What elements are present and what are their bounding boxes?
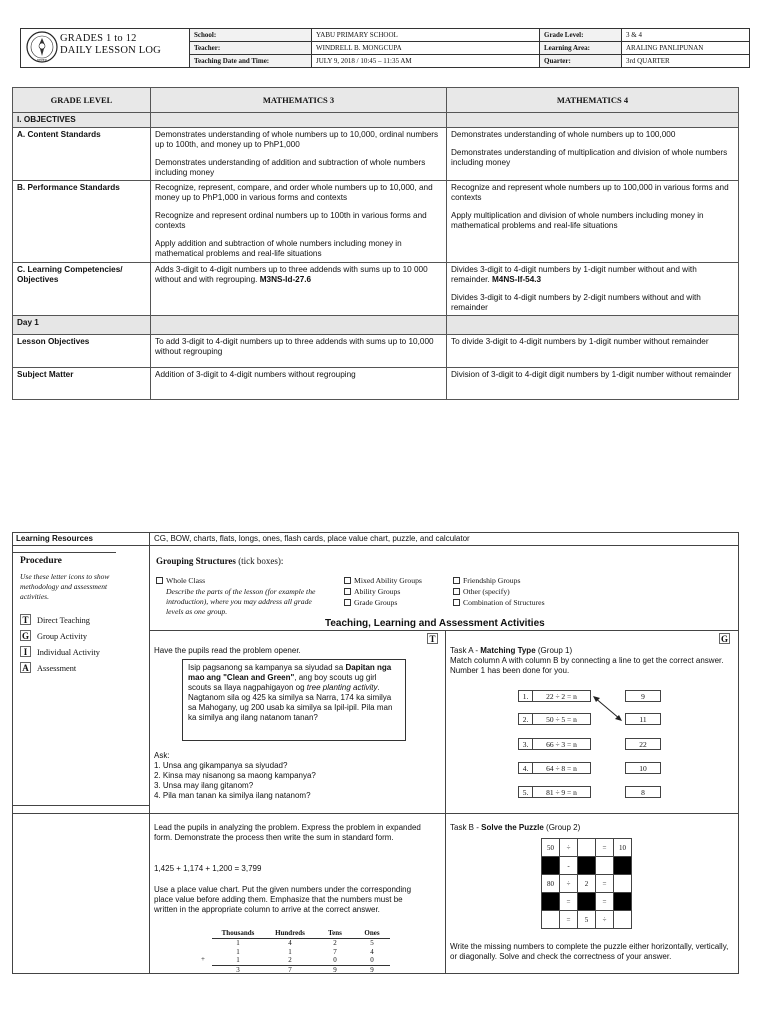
- checkbox-icon: [453, 599, 460, 606]
- matching-column-a: 2. 50 ÷ 5 = n: [518, 713, 591, 725]
- checkbox-icon: [156, 577, 163, 584]
- checkbox-ability-groups[interactable]: Ability Groups: [344, 587, 400, 597]
- group-activity-icon: G: [720, 634, 728, 644]
- resources-text: CG, BOW, charts, flats, longs, ones, flash cards, place value chart, puzzle, and calculator: [154, 534, 470, 543]
- log-title: GRADES 1 to 12 DAILY LESSON LOG: [60, 33, 161, 56]
- connecting-arrow-icon: [590, 694, 626, 724]
- number-puzzle: 50 ÷ = 10 - 80 ÷ 2 = = = = 5 ÷: [541, 838, 632, 929]
- checkbox-icon: [344, 588, 351, 595]
- task-b: Task B - Solve the Puzzle (Group 2): [450, 823, 581, 832]
- grouping-title: Grouping Structures (tick boxes):: [156, 556, 284, 566]
- problem-opener-box: Isip pagsanong sa kampanya sa siyudad sa Dapitan nga mao ang "Clean and Green", ang boy scouts ug girl scouts sa Ilaya nagpahigayon og tree planting activity. Nagtanom sila og 425 ka similya sa Narra, 174 ka similya sa Mahogany, ug 200 usab ka similya sa Ipil-ipil. Pila man ka similya ang ilang natanom tanan?: [182, 659, 406, 741]
- procedure-note: Use these letter icons to show methodology and assessment activities.: [20, 572, 110, 601]
- checkbox-other[interactable]: Other (specify): [453, 587, 510, 597]
- matching-column-b: 11: [625, 713, 661, 725]
- divider: [149, 532, 150, 974]
- m3-intro: Have the pupils read the problem opener.: [154, 646, 301, 655]
- checkbox-mixed-ability[interactable]: Mixed Ability Groups: [344, 576, 422, 586]
- questions: Ask: 1. Unsa ang gikampanya sa siyudad? 2. Kinsa may nisanong sa maong kampanya? 3. Unsa may ilang gitanom? 4. Pila man tanan ka similya ilang natanom?: [154, 751, 316, 800]
- matching-column-b: 8: [625, 786, 661, 798]
- divider: [12, 552, 116, 553]
- direct-teaching-icon: T: [20, 614, 31, 625]
- checkbox-icon: [344, 577, 351, 584]
- svg-text:DEPED: DEPED: [36, 58, 48, 62]
- tla-title: Teaching, Learning and Assessment Activities: [325, 618, 545, 629]
- checkbox-whole-class[interactable]: Whole Class: [156, 576, 205, 586]
- checkbox-icon: [344, 599, 351, 606]
- m3-place-value: Use a place value chart. Put the given numbers under the corresponding place value before adding them. Emphasize that the numbers must be written in the appropriate column to arrive at the correct answer.: [154, 885, 412, 914]
- matching-column-b: 9: [625, 690, 661, 702]
- resources-label: Learning Resources: [16, 534, 93, 543]
- matching-column-a: 1. 22 ÷ 2 = n: [518, 690, 591, 702]
- grouping-description: Describe the parts of the lesson (for example the introduction), where you may address all grade levels as one group.: [166, 587, 316, 616]
- individual-activity-icon: I: [20, 646, 31, 657]
- checkbox-icon: [453, 588, 460, 595]
- matching-column-b: 10: [625, 762, 661, 774]
- matching-column-a: 4. 64 ÷ 8 = n: [518, 762, 591, 774]
- equation: 1,425 + 1,174 + 1,200 = 3,799: [154, 864, 262, 873]
- school-info-table: School: YABU PRIMARY SCHOOL Grade Level: 3 & 4 Teacher: WINDRELL B. MONGCUPA Learning Area: ARALING PANLIPUNAN Teaching Date and Time: JULY 9, 2018 / 10:45 – 11:35 AM Quarter: 3rd QUARTER: [189, 28, 750, 68]
- divider: [445, 630, 446, 974]
- checkbox-combination[interactable]: Combination of Structures: [453, 598, 545, 608]
- assessment-icon: A: [20, 662, 31, 673]
- task-a: Task A - Matching Type (Group 1) Match column A with column B by connecting a line to get the correct answer. Number 1 has been done for you.: [450, 646, 724, 675]
- objectives-table: GRADE LEVEL MATHEMATICS 3 MATHEMATICS 4 I. OBJECTIVES A. Content Standards Demonstrates understanding of whole numbers up to 10,000, ordinal numbers up to 100th, and money up to PhP1,000 Demonstrates understanding of addition and subtraction of whole numbers including money Demonstrates understanding of whole numbers up to 100,000 Demonstrates understanding of multiplication and division of whole numbers including money B. Performance Standards Recognize, represent, compare, and order whole numbers up to 10,000, and money up to PhP1,000 in various forms and contexts Recognize and represent ordinal numbers up to 100th in various forms and contexts Apply addition and subtraction of whole numbers including money in mathematical problems and real-life situations Recognize and represent whole numbers up to 100,000 in various forms and contexts Apply multiplication and division of whole numbers including money in mathematical problems and real-life situations C. Learning Competencies/ Objectives Adds 3-digit to 4-digit numbers up to three addends with sums up to 10 000 without and with regrouping. M3NS-Id-27.6 Divides 3-digit to 4-digit numbers by 1-digit number without and with remainder. M4NS-If-54.3 Divides 3-digit to 4-digit numbers by 2-digit numbers without and with remainder Day 1 Lesson Objectives To add 3-digit to 4-digit numbers up to three addends with sums up to 10,000 without regrouping To divide 3-digit to 4-digit numbers by 1-digit number without remainder Subject Matter Addition of 3-digit to 4-digit numbers without regrouping Division of 3-digit to 4-digit digit numbers by 1-digit number without remainder: [12, 87, 739, 400]
- matching-column-a: 3. 66 ÷ 3 = n: [518, 738, 591, 750]
- divider: [12, 813, 739, 814]
- deped-seal-icon: [26, 31, 58, 63]
- task-b-description: Write the missing numbers to complete the puzzle either horizontally, vertically, or diagonally. Solve and check the correctness of your answer.: [450, 942, 729, 961]
- checkbox-grade-groups[interactable]: Grade Groups: [344, 598, 397, 608]
- divider: [149, 630, 739, 631]
- matching-column-b: 22: [625, 738, 661, 750]
- direct-teaching-icon: T: [427, 633, 438, 644]
- method-legend: T Direct Teaching G Group Activity I Individual Activity A Assessment: [21, 615, 100, 673]
- divider: [12, 805, 149, 806]
- procedure-title: Procedure: [20, 556, 62, 566]
- divider: [12, 545, 739, 546]
- matching-column-a: 5. 81 ÷ 9 = n: [518, 786, 591, 798]
- checkbox-friendship[interactable]: Friendship Groups: [453, 576, 520, 586]
- checkbox-icon: [453, 577, 460, 584]
- place-value-chart: Thousands Hundreds Tens Ones 1 4 2 5 1 1 7 4 1 2 0 0 3 7 9 9: [212, 929, 390, 974]
- m3-lead: Lead the pupils in analyzing the problem. Express the problem in expanded form. Demonstrate the process then write the sum in standard form.: [154, 823, 421, 842]
- plus-sign: +: [201, 955, 205, 963]
- group-activity-icon: G: [21, 631, 29, 641]
